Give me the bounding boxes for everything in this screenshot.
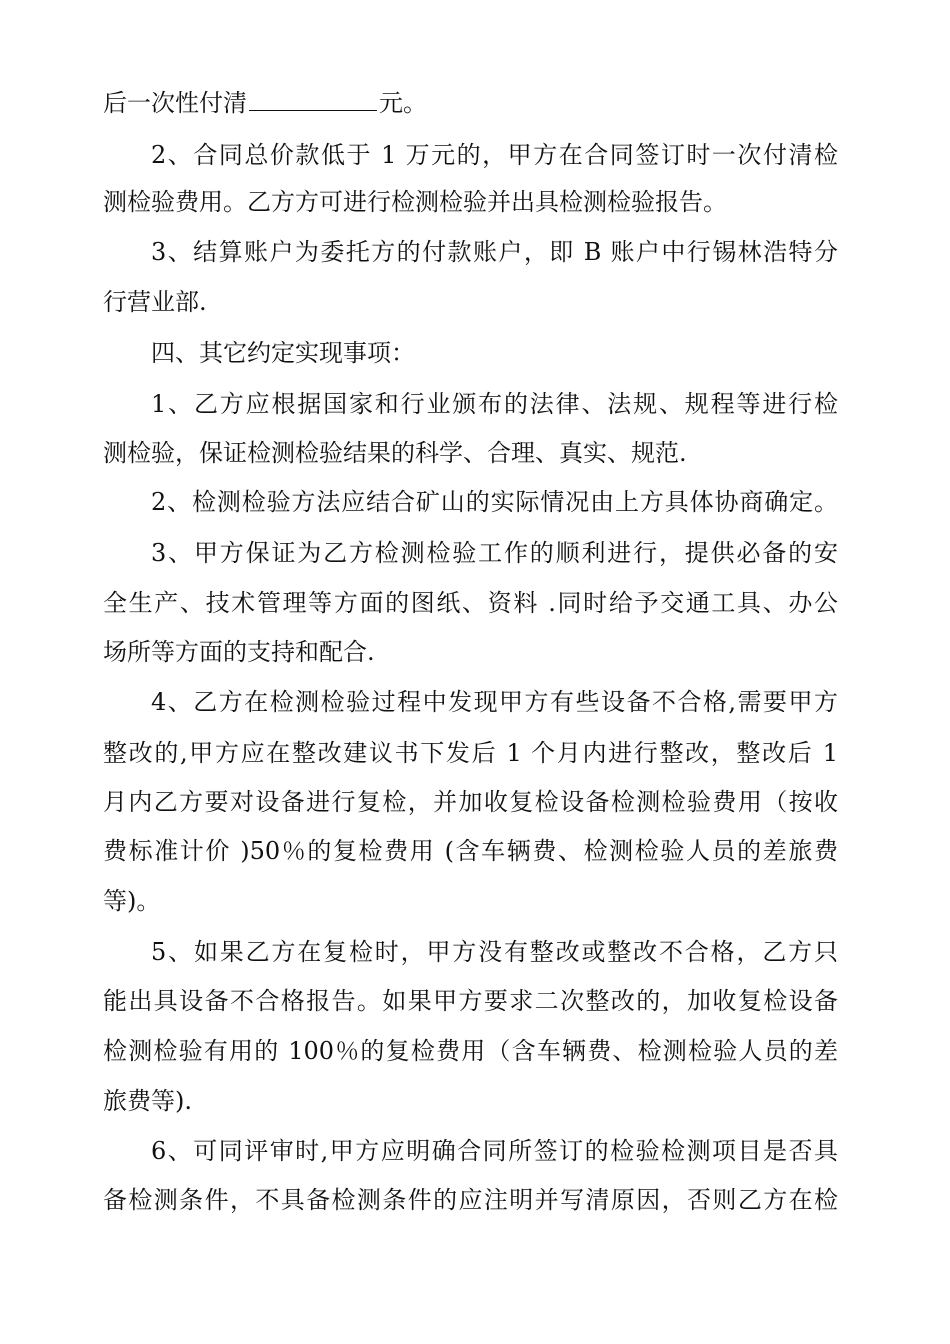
amount-blank-field <box>249 88 377 111</box>
text-line-5: 行营业部. <box>103 288 207 316</box>
text-line-19: 能出具设备不合格报告。如果甲方要求二次整改的，加收复检设备 <box>103 987 838 1015</box>
text-line-16: 费标准计价 )50％的复检费用 (含车辆费、检测检验人员的差旅费 <box>103 837 838 865</box>
text-line-20: 检测检验有用的 100％的复检费用（含车辆费、检测检验人员的差 <box>103 1037 838 1065</box>
text-line-1-pre: 后一次性付清 <box>103 89 247 117</box>
text-line-18: 5、如果乙方在复检时，甲方没有整改或整改不合格，乙方只 <box>151 938 838 966</box>
text-line-21: 旅费等). <box>103 1087 192 1115</box>
text-line-1 <box>103 87 838 119</box>
text-line-8: 测检验，保证检测检验结果的科学、合理、真实、规范. <box>103 439 687 467</box>
text-line-3: 测检验费用。乙方方可进行检测检验并出具检测检验报告。 <box>103 188 727 216</box>
text-line-1-post: 元。 <box>379 89 427 117</box>
text-line-22: 6、可同评审时,甲方应明确合同所签订的检验检测项目是否具 <box>151 1137 838 1165</box>
text-line-17: 等)。 <box>103 887 161 915</box>
text-line-4: 3、结算账户为委托方的付款账户，即 B 账户中行锡林浩特分 <box>151 238 838 266</box>
text-line-23: 备检测条件，不具备检测条件的应注明并写清原因，否则乙方在检 <box>103 1186 838 1214</box>
text-line-13: 4、乙方在检测检验过程中发现甲方有些设备不合格,需要甲方 <box>151 688 838 716</box>
section-heading-4: 四、其它约定实现事项： <box>151 339 415 367</box>
text-line-12: 场所等方面的支持和配合. <box>103 638 375 666</box>
text-line-7: 1、乙方应根据国家和行业颁布的法律、法规、规程等进行检 <box>151 390 838 418</box>
text-line-10: 3、甲方保证为乙方检测检验工作的顺利进行，提供必备的安 <box>151 539 838 567</box>
text-line-15: 月内乙方要对设备进行复检，并加收复检设备检测检验费用（按收 <box>103 788 838 816</box>
text-line-2: 2、合同总价款低于 1 万元的，甲方在合同签订时一次付清检 <box>151 141 838 169</box>
text-line-14: 整改的,甲方应在整改建议书下发后 1 个月内进行整改，整改后 1 <box>103 739 838 767</box>
text-line-9: 2、检测检验方法应结合矿山的实际情况由上方具体协商确定。 <box>151 488 838 516</box>
text-line-11: 全生产、技术管理等方面的图纸、资料 .同时给予交通工具、办公 <box>103 589 838 617</box>
